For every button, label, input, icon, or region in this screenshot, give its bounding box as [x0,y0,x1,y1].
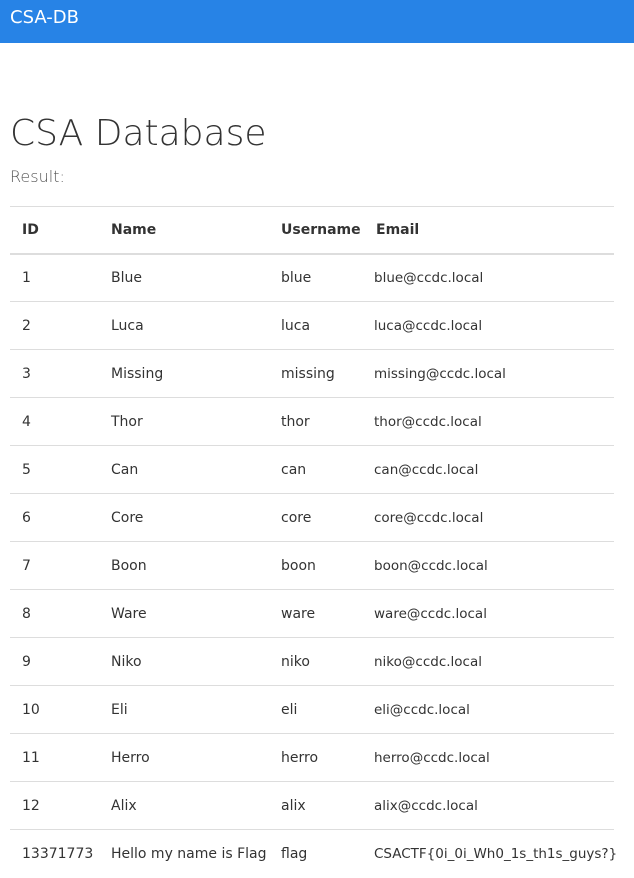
cell-id: 9 [10,638,99,686]
cell-id: 7 [10,542,99,590]
column-header-name: Name [99,207,269,254]
cell-name: Boon [99,542,269,590]
cell-id: 11 [10,734,99,782]
cell-email: CSACTF{0i_0i_Wh0_1s_th1s_guys?} [374,845,618,862]
cell-username: luca [269,302,364,350]
cell-username: alix [269,782,364,830]
cell-name: Niko [99,638,269,686]
cell-name: Eli [99,686,269,734]
column-header-username: Username [269,207,364,254]
cell-username: herro [269,734,364,782]
table-row [10,254,614,302]
cell-email: ware@ccdc.local [364,590,614,638]
cell-email: can@ccdc.local [364,446,614,494]
cell-email: core@ccdc.local [364,494,614,542]
table-row [10,350,614,398]
cell-name: Core [99,494,269,542]
cell-email: alix@ccdc.local [364,782,614,830]
table-row [10,734,614,782]
cell-name: Thor [99,398,269,446]
cell-email: herro@ccdc.local [364,734,614,782]
cell-email: boon@ccdc.local [364,542,614,590]
result-label: Result: [10,167,65,186]
cell-id: 3 [10,350,99,398]
cell-name: Blue [99,254,269,302]
table-header-row [10,207,614,254]
cell-email: thor@ccdc.local [364,398,614,446]
cell-name: Alix [99,782,269,830]
cell-username: flag [281,845,308,862]
cell-id: 10 [10,686,99,734]
cell-email: blue@ccdc.local [364,254,614,302]
results-table [10,206,618,878]
table-row [10,590,614,638]
column-header-id: ID [10,207,99,254]
cell-id: 13371773 [22,845,94,862]
table-row [10,830,614,878]
cell-email: eli@ccdc.local [364,686,614,734]
cell-name: Hello my name is Flag [111,845,267,862]
navbar [0,0,634,43]
cell-email: niko@ccdc.local [364,638,614,686]
cell-username: blue [269,254,364,302]
cell-username: niko [269,638,364,686]
column-header-email: Email [364,207,614,254]
cell-id: 2 [10,302,99,350]
cell-id: 12 [10,782,99,830]
table-row [10,302,614,350]
cell-id: 6 [10,494,99,542]
cell-email: missing@ccdc.local [364,350,614,398]
cell-id: 4 [10,398,99,446]
cell-id: 1 [10,254,99,302]
table-row [10,782,614,830]
cell-username: core [269,494,364,542]
cell-name: Herro [99,734,269,782]
table-row [10,542,614,590]
cell-username: eli [269,686,364,734]
navbar-brand-link[interactable]: CSA-DB [10,7,79,28]
page-title: CSA Database [10,113,267,154]
cell-name: Luca [99,302,269,350]
cell-name: Can [99,446,269,494]
table-row [10,686,614,734]
table-row [10,398,614,446]
table-row [10,446,614,494]
cell-username: missing [269,350,364,398]
cell-username: boon [269,542,364,590]
cell-name: Ware [99,590,269,638]
table-row [10,638,614,686]
cell-username: ware [269,590,364,638]
cell-id: 5 [10,446,99,494]
cell-name: Missing [99,350,269,398]
cell-username: can [269,446,364,494]
cell-id: 8 [10,590,99,638]
cell-username: thor [269,398,364,446]
cell-email: luca@ccdc.local [364,302,614,350]
table-row [10,494,614,542]
